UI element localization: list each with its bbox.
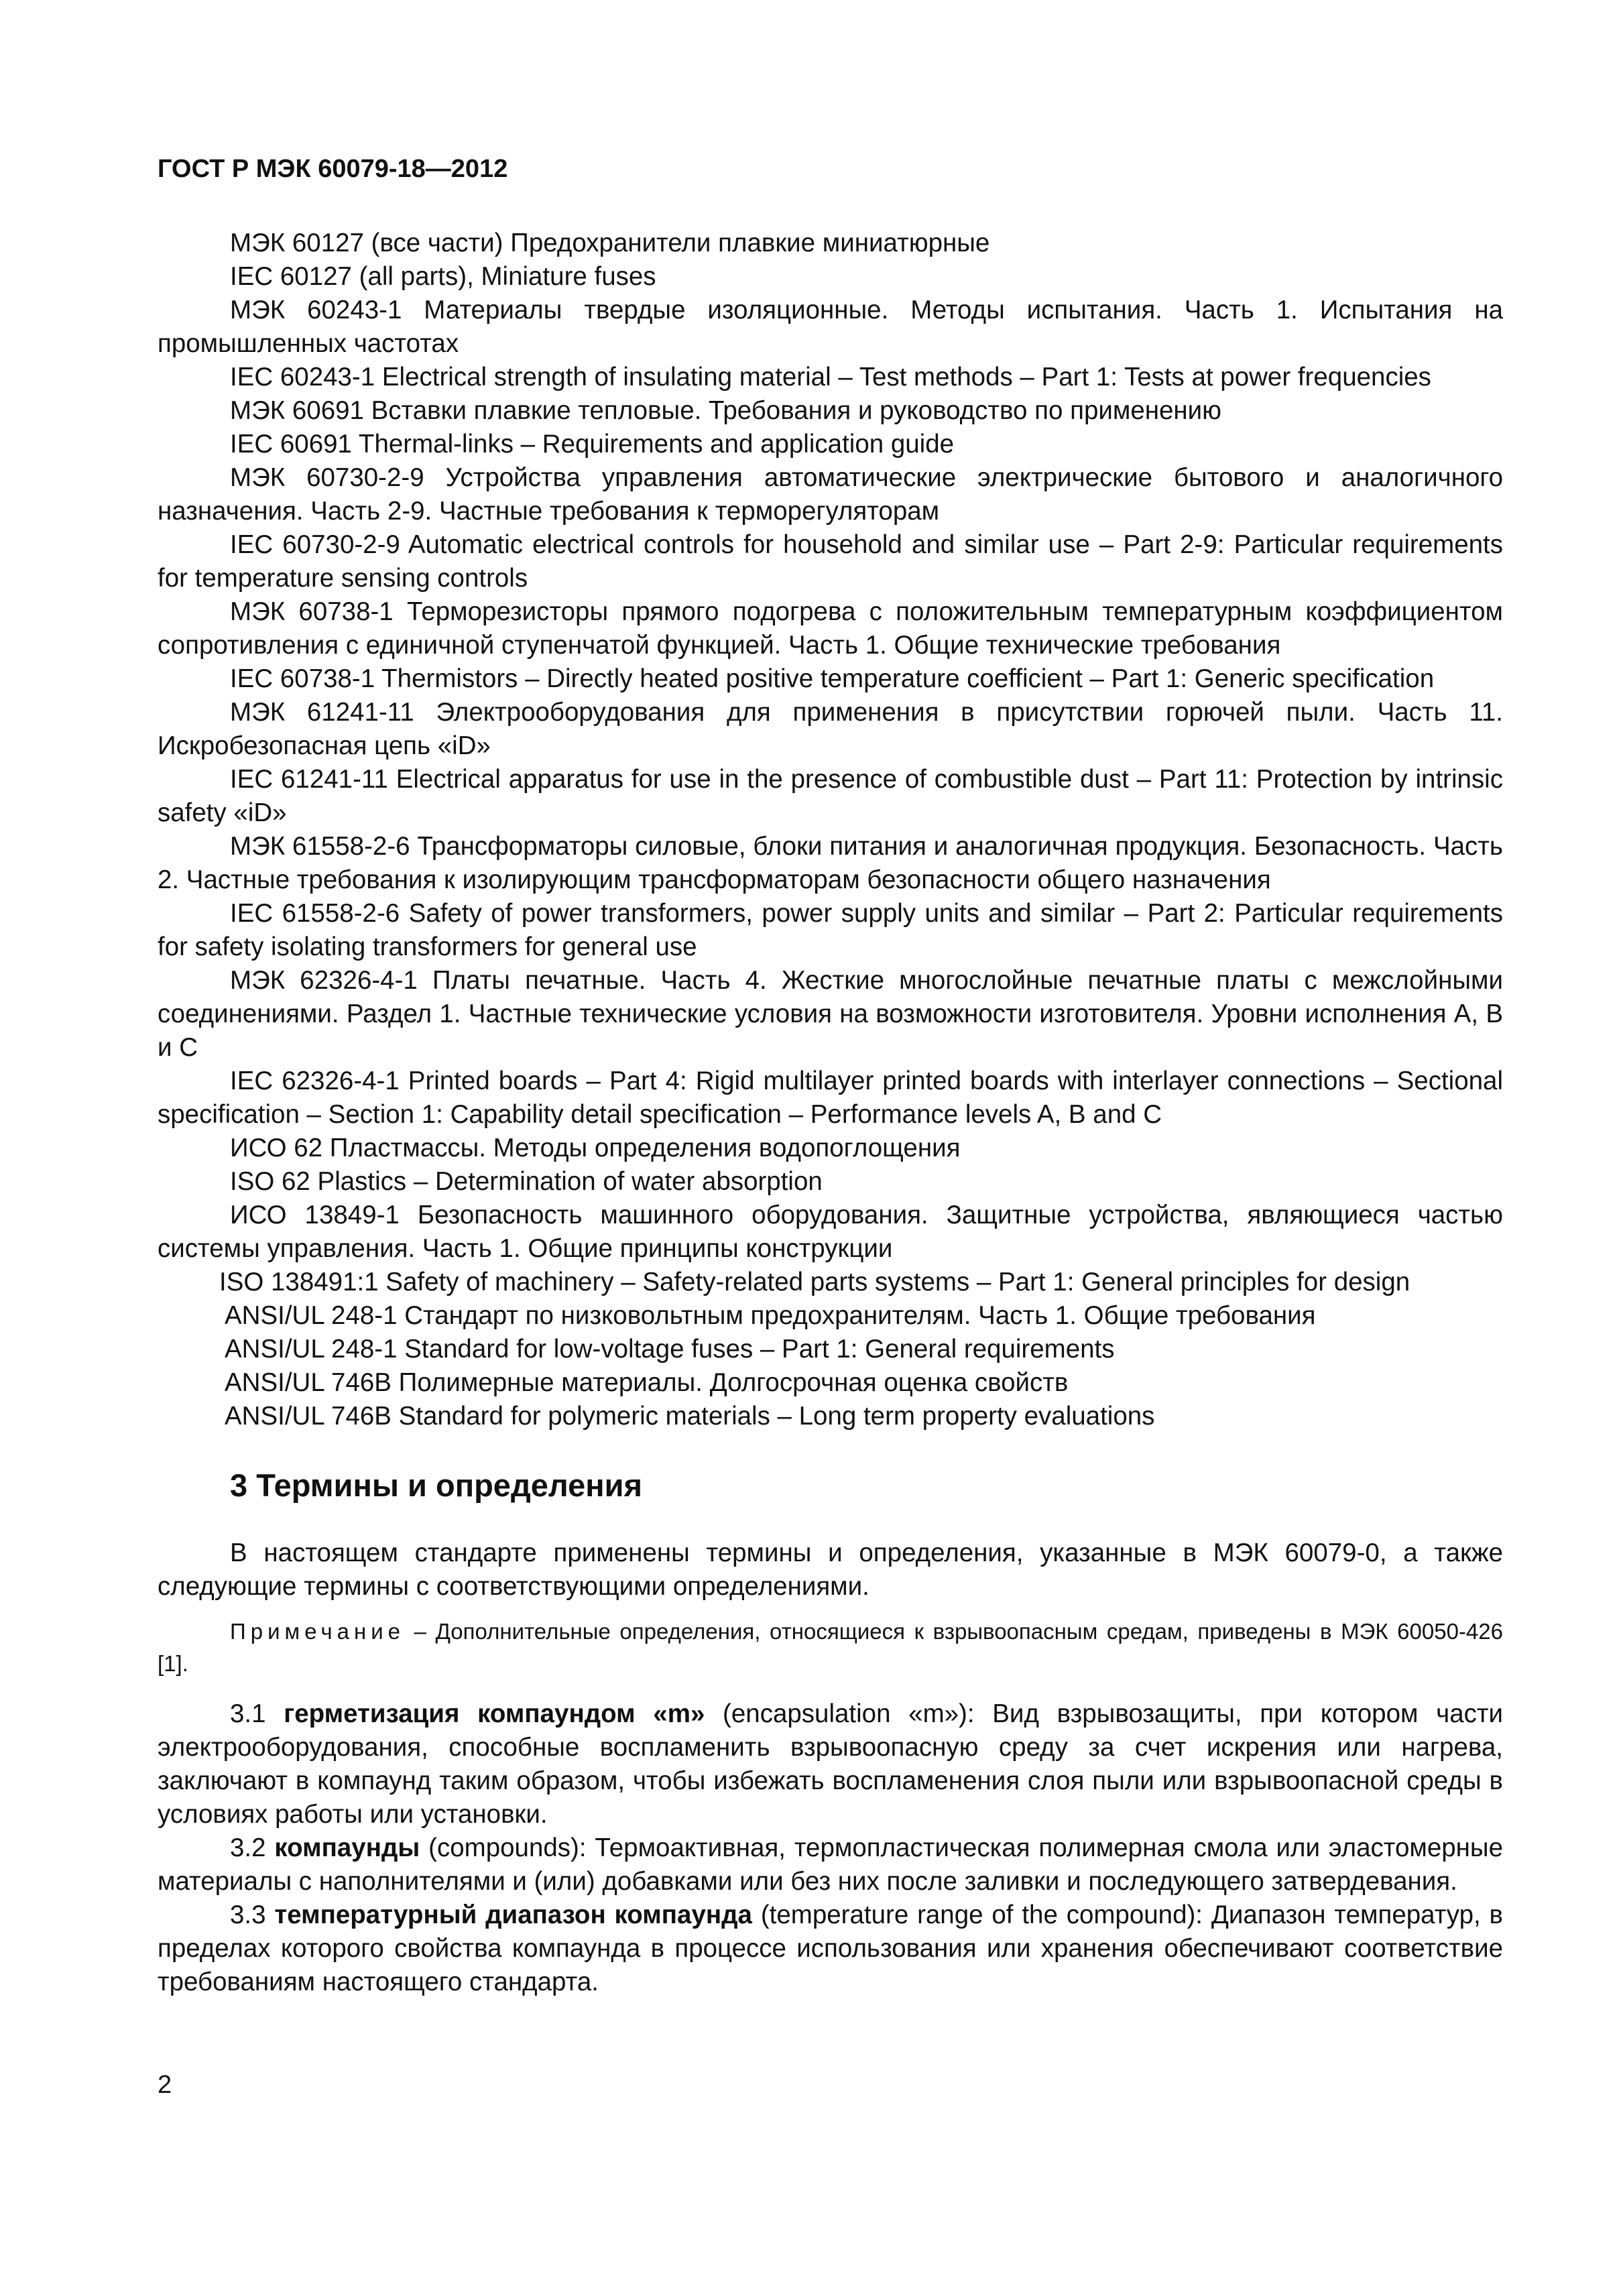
reference-item: МЭК 61558-2-6 Трансформаторы силовые, блоки питания и аналогичная продукция. Безопасность. Часть 2. Частные требования к изолирующим трансформаторам безопасности общего назначения — [158, 832, 1503, 894]
term-definition — [158, 1898, 1503, 1999]
term-definitions — [158, 1697, 1503, 1999]
reference-item: IEC 60738-1 Thermistors – Directly heated positive temperature coefficient – Part 1: Generic specification — [230, 664, 1435, 693]
reference-item: ANSI/UL 248-1 Standard for low-voltage fuses – Part 1: General requirements — [225, 1335, 1115, 1364]
note — [158, 1616, 1503, 1680]
reference-item: IEC 60127 (all parts), Miniature fuses — [230, 262, 656, 291]
document-header: ГОСТ Р МЭК 60079-18—2012 — [158, 155, 508, 183]
note-label: Примечание — [230, 1619, 406, 1644]
reference-item: МЭК 60691 Вставки плавкие тепловые. Требования и руководство по применению — [230, 396, 1222, 425]
term-number: 3.2 — [230, 1833, 275, 1862]
term-name: компаунды — [274, 1833, 420, 1862]
term-name: герметизация компаундом «m» — [284, 1699, 705, 1728]
term-number: 3.1 — [230, 1699, 284, 1728]
reference-item: IEC 61558-2-6 Safety of power transformers, power supply units and similar – Part 2: Particular requirements for safety isolating transformers for general use — [158, 899, 1503, 961]
reference-item: IEC 62326-4-1 Printed boards – Part 4: Rigid multilayer printed boards with interlayer connections – Sectional specification – Section 1: Capability detail specification – Performance levels A, B and C — [158, 1067, 1503, 1129]
reference-item: ANSI/UL 746B Standard for polymeric materials – Long term property evaluations — [225, 1402, 1155, 1431]
reference-item: IEC 61241-11 Electrical apparatus for use in the presence of combustible dust – Part 11: Protection by intrinsic safety «iD» — [158, 765, 1503, 827]
reference-item: ИСО 13849-1 Безопасность машинного оборудования. Защитные устройства, являющиеся частью системы управления. Часть 1. Общие принципы конструкции — [158, 1201, 1503, 1263]
normative-references-list — [158, 227, 1503, 1433]
reference-item: МЭК 62326-4-1 Платы печатные. Часть 4. Жесткие многослойные печатные платы с межслойными соединениями. Раздел 1. Частные технические условия на возможности изготовителя. Уровни исполнения А, В и С — [158, 966, 1503, 1062]
term-text: (temperature range of the compound): Диапазон температур, в пределах которого свойства компаунда в процессе использования или хранения обеспечивают соответствие требованиям настоящего стандарта. — [158, 1900, 1504, 1996]
page-number: 2 — [158, 2071, 172, 2099]
term-text: (compounds): Термоактивная, термопластическая полимерная смола или эластомерные материалы с наполнителями и (или) добавками или без них после заливки и последующего затвердевания. — [158, 1833, 1503, 1896]
reference-item: IEC 60730-2-9 Automatic electrical controls for household and similar use – Part 2-9: Particular requirements for temperature sensing controls — [158, 530, 1503, 593]
section-heading: 3 Термины и определения — [230, 1467, 642, 1503]
reference-item: МЭК 60243-1 Материалы твердые изоляционные. Методы испытания. Часть 1. Испытания на промышленных частотах — [158, 296, 1503, 358]
reference-item: ANSI/UL 746B Полимерные материалы. Долгосрочная оценка свойств — [225, 1368, 1069, 1397]
reference-item: IEC 60243-1 Electrical strength of insulating material – Test methods – Part 1: Tests at power frequencies — [230, 363, 1431, 391]
term-number: 3.3 — [230, 1900, 275, 1929]
section-intro: В настоящем стандарте применены термины и определения, указанные в МЭК 60079-0, а также следующие термины с соответствующими определениями. — [158, 1538, 1503, 1601]
term-text: (encapsulation «m»): Вид взрывозащиты, при котором части электрооборудования, способные воспламенить взрывоопасную среду за счет искрения или нагрева, заключают в компаунд таким образом, чтобы избежать воспламенения слоя пыли или взрывоопасной среды в условиях работы или установки. — [158, 1699, 1504, 1829]
reference-item: ИСО 62 Пластмассы. Методы определения водопоглощения — [230, 1134, 961, 1162]
reference-item: ISO 62 Plastics – Determination of water absorption — [230, 1167, 823, 1196]
reference-item: IEC 60691 Thermal-links – Requirements and application guide — [230, 430, 955, 459]
page-body — [158, 227, 1503, 1999]
term-name: температурный диапазон компаунда — [274, 1900, 752, 1929]
reference-item: ANSI/UL 248-1 Стандарт по низковольтным предохранителям. Часть 1. Общие требования — [225, 1301, 1316, 1330]
reference-item: МЭК 60730-2-9 Устройства управления автоматические электрические бытового и аналогичного назначения. Часть 2-9. Частные требования к терморегуляторам — [158, 463, 1503, 526]
reference-item: ISO 138491:1 Safety of machinery – Safety-related parts systems – Part 1: General principles for design — [219, 1268, 1410, 1296]
reference-item: МЭК 60127 (все части) Предохранители плавкие миниатюрные — [230, 229, 990, 257]
term-definition — [158, 1697, 1503, 1831]
reference-item: МЭК 61241-11 Электрооборудования для применения в присутствии горючей пыли. Часть 11. Искробезопасная цепь «iD» — [158, 698, 1503, 760]
note-text: – Дополнительные определения, относящиеся к взрывоопасным средам, приведены в МЭК 60050-426 [1]. — [158, 1619, 1503, 1676]
term-definition — [158, 1831, 1503, 1898]
reference-item: МЭК 60738-1 Терморезисторы прямого подогрева с положительным температурным коэффициентом сопротивления с единичной ступенчатой функцией. Часть 1. Общие технические требования — [158, 597, 1503, 660]
